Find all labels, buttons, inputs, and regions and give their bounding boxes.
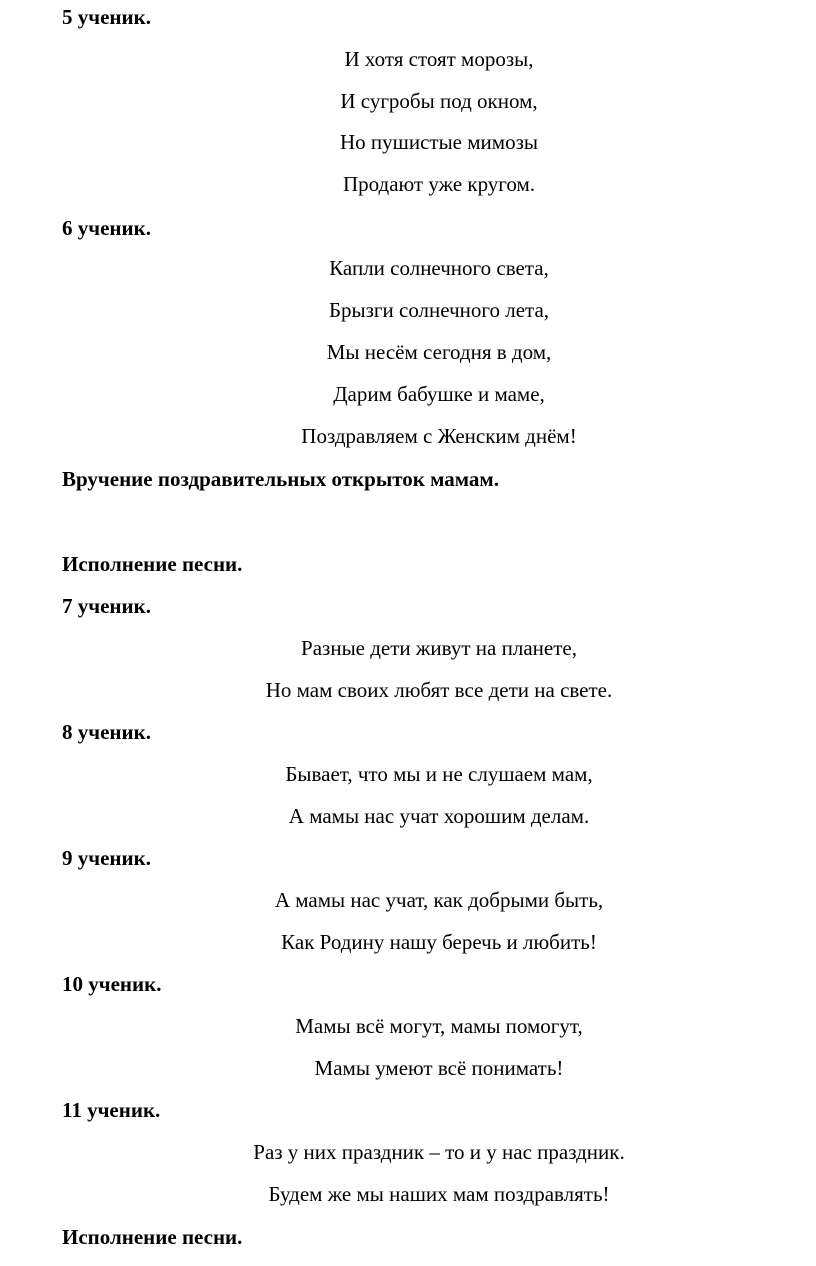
verse-line: Будем же мы наших мам поздравлять! [268, 1182, 610, 1206]
verse-line: Но пушистые мимозы [340, 130, 538, 154]
speaker-heading: 8 ученик. [62, 720, 151, 744]
verse-line: Раз у них праздник – то и у нас праздник. [253, 1140, 625, 1164]
section-heading: Исполнение песни. [62, 1225, 243, 1249]
verse-line: Продают уже кругом. [342, 172, 536, 196]
verse-line: А мамы нас учат, как добрыми быть, [274, 888, 604, 912]
speaker-heading: 10 ученик. [62, 972, 162, 996]
speaker-heading: 11 ученик. [62, 1098, 161, 1122]
verse-line: Поздравляем с Женским днём! [301, 424, 577, 448]
verse-line: Брызги солнечного лета, [328, 298, 550, 322]
verse-line: Но мам своих любят все дети на свете. [265, 678, 613, 702]
verse-line: Мамы умеют всё понимать! [314, 1056, 564, 1080]
verse-line: Мы несём сегодня в дом, [326, 340, 552, 364]
speaker-heading: 6 ученик. [62, 216, 151, 240]
verse-line: И хотя стоят морозы, [344, 47, 534, 71]
speaker-heading: 7 ученик. [62, 594, 151, 618]
verse-line: Бывает, что мы и не слушаем мам, [285, 762, 593, 786]
speaker-heading: 5 ученик. [62, 5, 151, 29]
section-heading: Исполнение песни. [62, 552, 243, 576]
speaker-heading: 9 ученик. [62, 846, 151, 870]
verse-line: Капли солнечного света, [329, 256, 549, 280]
verse-line: И сугробы под окном, [340, 89, 538, 113]
verse-line: Разные дети живут на планете, [301, 636, 577, 660]
verse-line: Дарим бабушке и маме, [333, 382, 545, 406]
verse-line: Мамы всё могут, мамы помогут, [295, 1014, 583, 1038]
section-heading: Вручение поздравительных открыток мамам. [62, 467, 499, 491]
verse-line: Как Родину нашу беречь и любить! [281, 930, 597, 954]
verse-line: А мамы нас учат хорошим делам. [288, 804, 590, 828]
